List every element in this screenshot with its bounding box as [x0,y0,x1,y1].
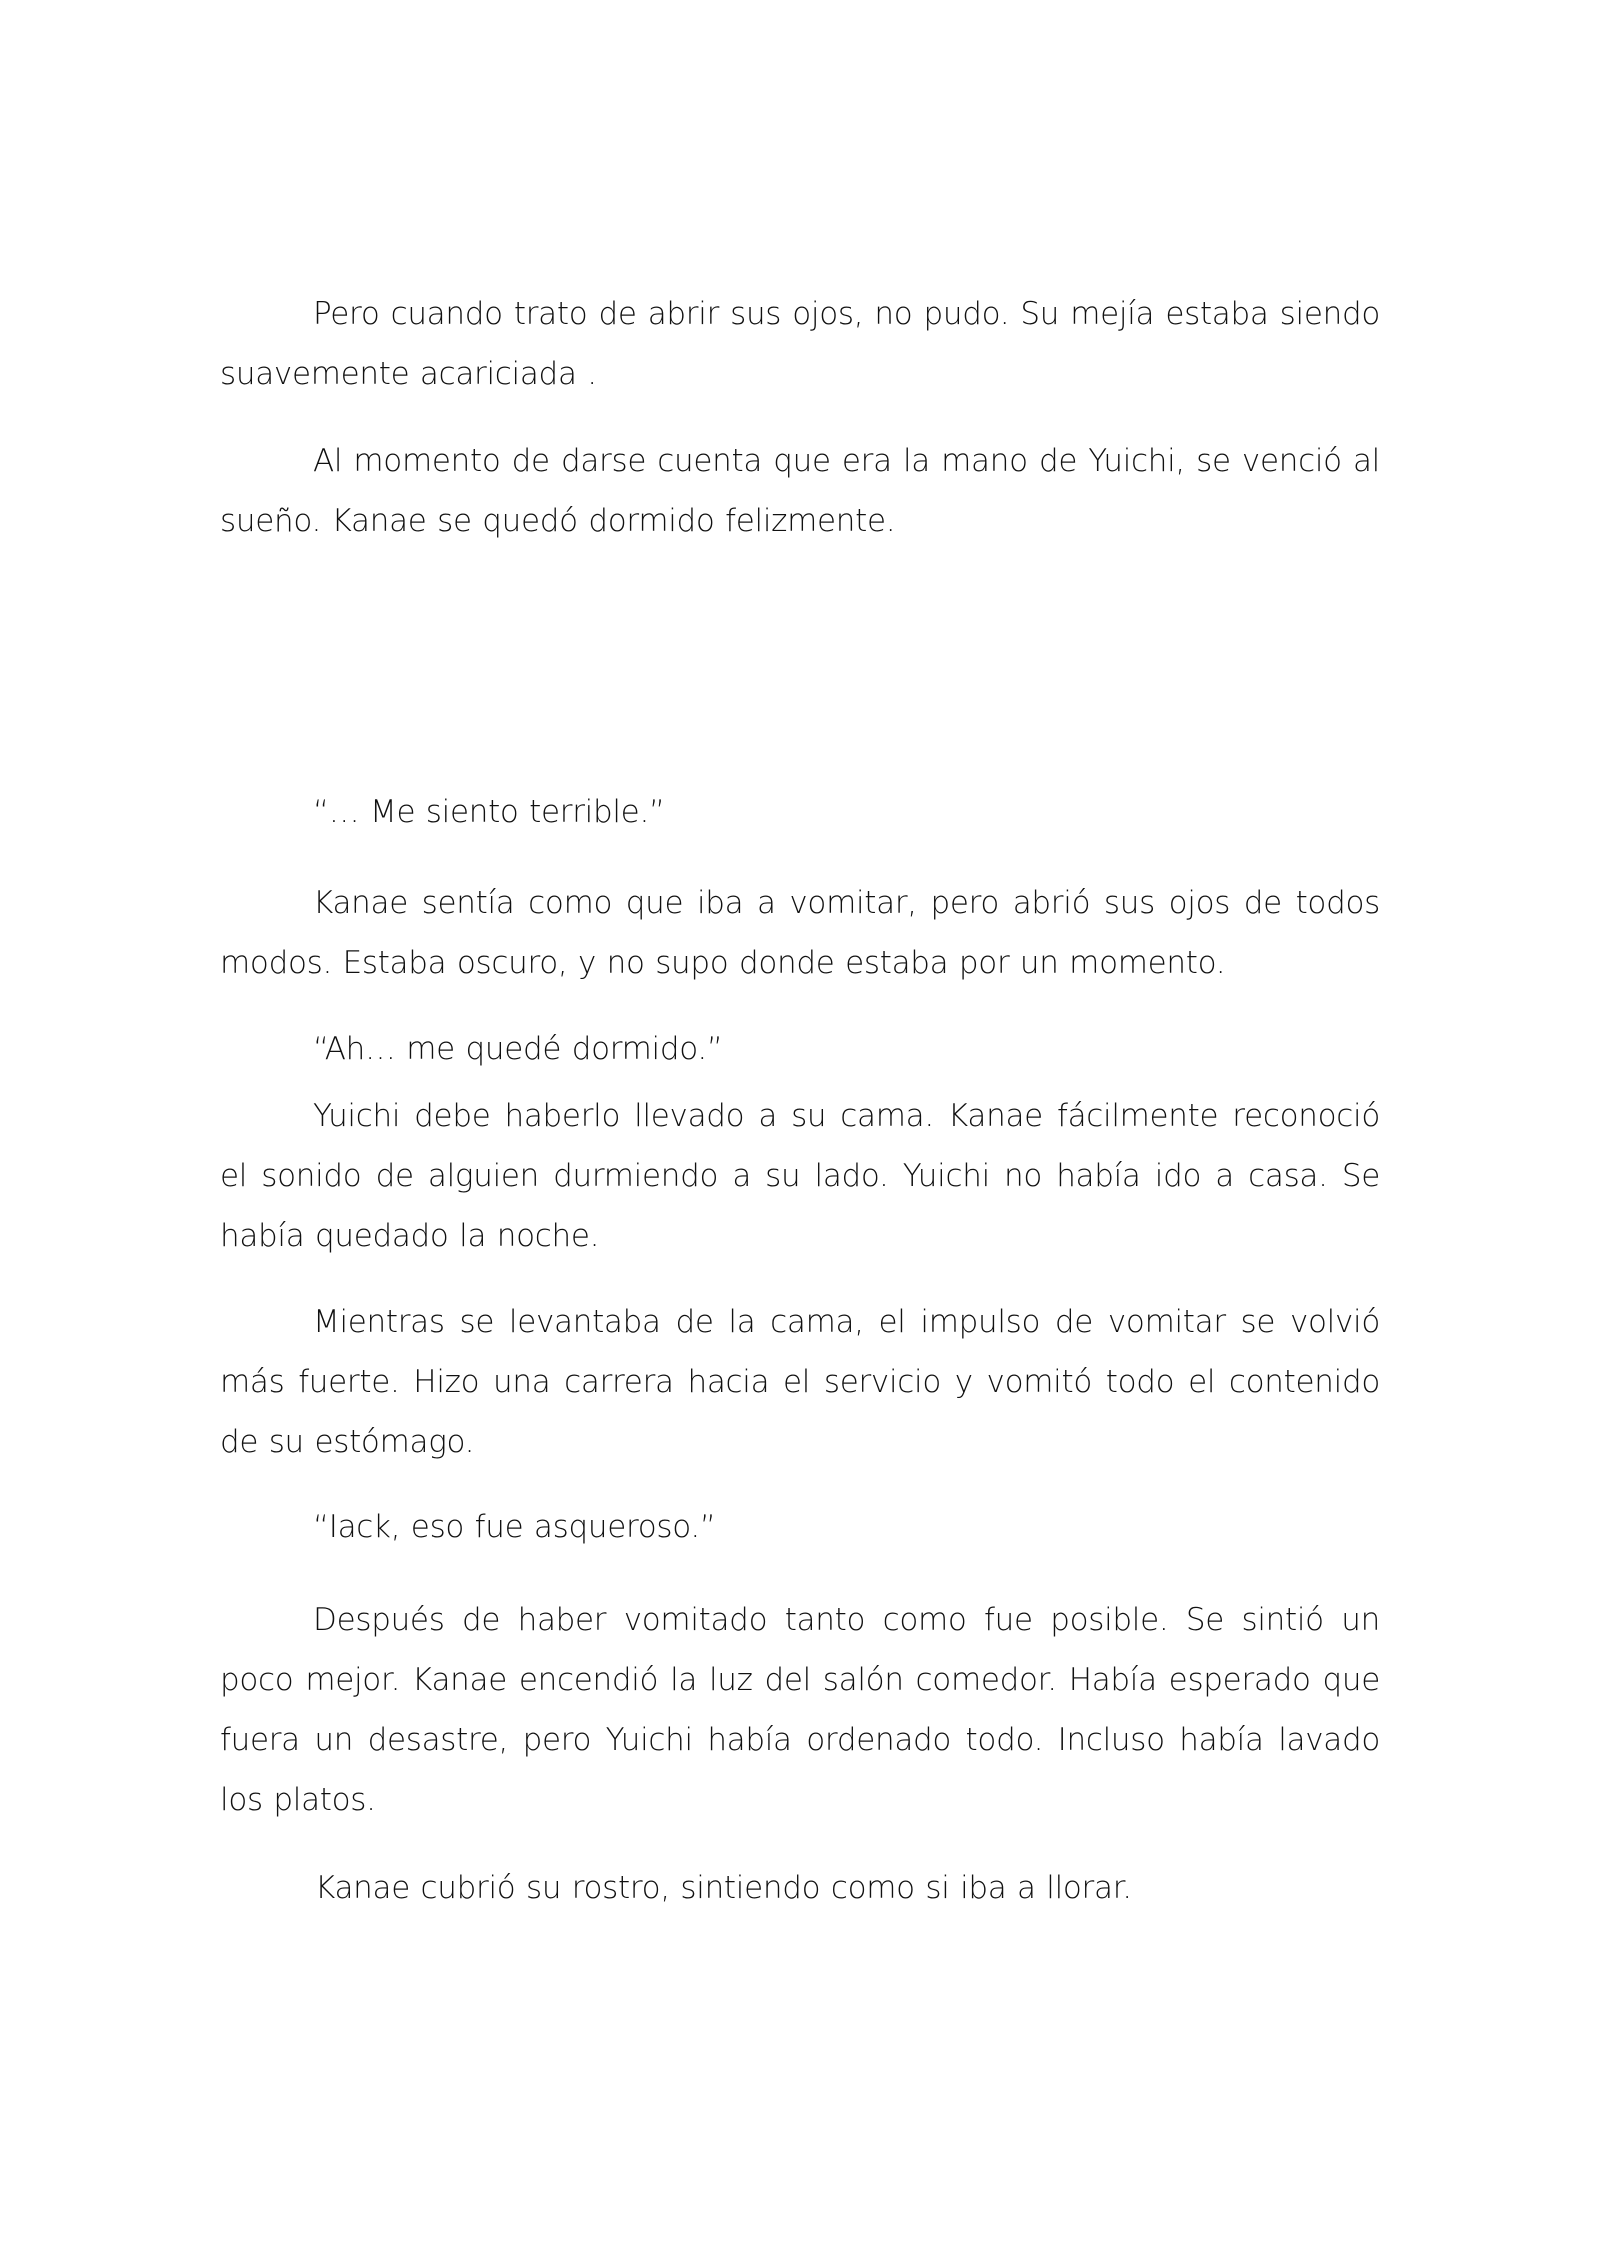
paragraph-4: Yuichi debe haberlo llevado a su cama. Kanae fácilmente reconoció el sonido de alguien durmiendo a su lado. Yuichi no había ido a casa. Se había quedado la noche. [220,1098,1380,1254]
paragraph-2: Al momento de darse cuenta que era la mano de Yuichi, se venció al sueño. Kanae se quedó dormido felizmente. [220,443,1380,539]
dialogue-2: “Ah… me quedé dormido.” [313,1031,723,1067]
dialogue-3: “Iack, eso fue asqueroso.” [313,1509,716,1545]
paragraph-5: Mientras se levantaba de la cama, el impulso de vomitar se volvió más fuerte. Hizo una carrera hacia el servicio y vomitó todo el contenido de su estómago. [220,1304,1380,1460]
paragraph-7: Kanae cubrió su rostro, sintiendo como si iba a llorar. [315,1870,1132,1906]
paragraph-1: Pero cuando trato de abrir sus ojos, no pudo. Su mejía estaba siendo suavemente acariciada . [220,296,1380,392]
dialogue-1: “… Me siento terrible.” [313,794,665,830]
paragraph-3: Kanae sentía como que iba a vomitar, pero abrió sus ojos de todos modos. Estaba oscuro, y no supo donde estaba por un momento. [220,885,1380,981]
paragraph-6: Después de haber vomitado tanto como fue posible. Se sintió un poco mejor. Kanae encendió la luz del salón comedor. Había esperado que fuera un desastre, pero Yuichi había ordenado todo. Incluso había lavado los platos. [220,1602,1380,1818]
